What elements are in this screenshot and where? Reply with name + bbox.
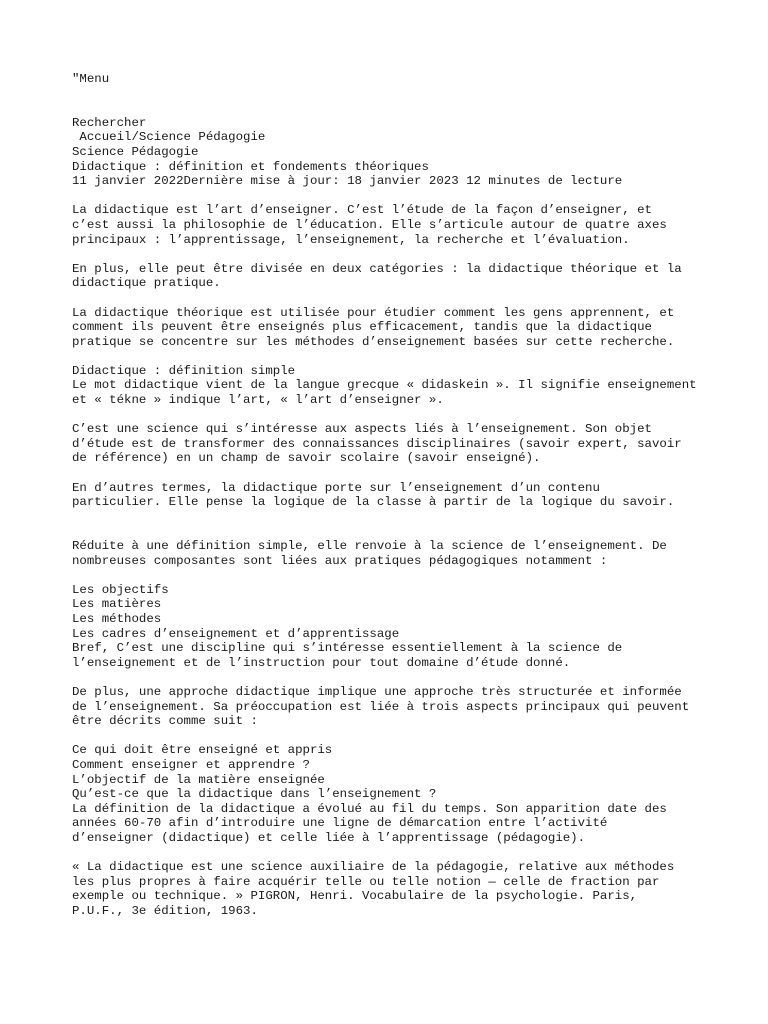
text-line: De plus, une approche didactique implique une approche très structurée et informée (72, 684, 682, 699)
paragraph-7 (72, 539, 712, 568)
list-item: Comment enseigner et apprendre ? (72, 757, 310, 772)
text-line: les plus propres à faire acquérir telle ou telle notion — celle de fraction par (72, 874, 660, 889)
page-title: Didactique : définition et fondements théoriques (72, 159, 429, 174)
text-line: En d’autres termes, la didactique porte sur l’enseignement d’un contenu (72, 480, 600, 495)
text-line: pratique se concentre sur les méthodes d’enseignement basées sur cette recherche. (72, 334, 675, 349)
section-heading: Didactique : définition simple (72, 363, 296, 378)
components-list (72, 583, 712, 641)
paragraph-5 (72, 422, 712, 466)
paragraph-1 (72, 203, 712, 247)
article-meta: 11 janvier 2022Dernière mise à jour: 18 janvier 2023 12 minutes de lecture (72, 174, 623, 189)
text-line: l’enseignement et de l’instruction pour tout domaine d’étude donné. (72, 655, 571, 670)
text-line: En plus, elle peut être divisée en deux catégories : la didactique théorique et la (72, 261, 682, 276)
text-line: d’enseigner (didactique) et celle liée à l’apprentissage (pédagogie). (72, 830, 586, 845)
search-text[interactable]: Rechercher (72, 115, 147, 130)
paragraph-2 (72, 262, 712, 291)
paragraph-10 (72, 802, 712, 846)
text-line: Réduite à une définition simple, elle renvoie à la science de l’enseignement. De (72, 539, 667, 553)
list-item: Les méthodes (72, 611, 162, 626)
menu-text[interactable]: "Menu (72, 72, 110, 86)
text-line: d’étude est de transformer des connaissances disciplinaires (savoir expert, savoir (72, 436, 682, 451)
text-line: être décrits comme suit : (72, 714, 258, 729)
paragraph-4 (72, 378, 712, 407)
list-item: L’objectif de la matière enseignée (72, 772, 325, 787)
list-item: Les objectifs (72, 582, 169, 597)
aspects-list (72, 743, 712, 787)
breadcrumb[interactable]: Accueil/Science Pédagogie (72, 130, 266, 145)
text-line: La définition de la didactique a évolué au fil du temps. Son apparition date des (72, 801, 667, 816)
text-line: « La didactique est une science auxiliaire de la pédagogie, relative aux méthodes (72, 860, 675, 875)
section-heading: Qu’est-ce que la didactique dans l’enseignement ? (72, 787, 437, 802)
text-line: principaux : l’apprentissage, l’enseignement, la recherche et l’évaluation. (72, 232, 630, 247)
paragraph-6 (72, 481, 712, 510)
paragraph-9 (72, 685, 712, 729)
list-item: Les cadres d’enseignement et d’apprentissage (72, 626, 400, 641)
paragraph-8 (72, 641, 712, 670)
list-item: Les matières (72, 597, 162, 612)
quote-paragraph (72, 860, 712, 918)
text-line: c’est aussi la philosophie de l’éducation. Elle s’articule autour de quatre axes (72, 217, 667, 232)
list-item: Ce qui doit être enseigné et appris (72, 743, 333, 758)
text-line: La didactique est l’art d’enseigner. C’est l’étude de la façon d’enseigner, et (72, 203, 652, 218)
text-line: années 60-70 afin d’introduire une ligne de démarcation entre l’activité (72, 816, 608, 831)
text-line: P.U.F., 3e édition, 1963. (72, 903, 258, 918)
text-line: Le mot didactique vient de la langue grecque « didaskein ». Il signifie enseignement (72, 378, 697, 393)
document-page (72, 72, 712, 918)
text-line: comment ils peuvent être enseignés plus efficacement, tandis que la didactique (72, 320, 652, 335)
text-line: nombreuses composantes sont liées aux pratiques pédagogiques notamment : (72, 553, 608, 568)
category-label[interactable]: Science Pédagogie (72, 144, 199, 159)
text-line: La didactique théorique est utilisée pour étudier comment les gens apprennent, et (72, 305, 675, 320)
text-line: de l’enseignement. Sa préoccupation est liée à trois aspects principaux qui peuvent (72, 699, 690, 714)
text-line: didactique pratique. (72, 276, 221, 291)
text-line: de référence) en un champ de savoir scolaire (savoir enseigné). (72, 451, 541, 466)
text-line: C’est une science qui s’intéresse aux aspects liés à l’enseignement. Son objet (72, 422, 652, 437)
paragraph-3 (72, 306, 712, 350)
text-line: particulier. Elle pense la logique de la classe à partir de la logique du savoir. (72, 495, 675, 510)
text-line: et « tékne » indique l’art, « l’art d’enseigner ». (72, 393, 444, 408)
text-line: Bref, C’est une discipline qui s’intéresse essentiellement à la science de (72, 641, 623, 656)
text-line: exemple ou technique. » PIGRON, Henri. Vocabulaire de la psychologie. Paris, (72, 889, 638, 904)
